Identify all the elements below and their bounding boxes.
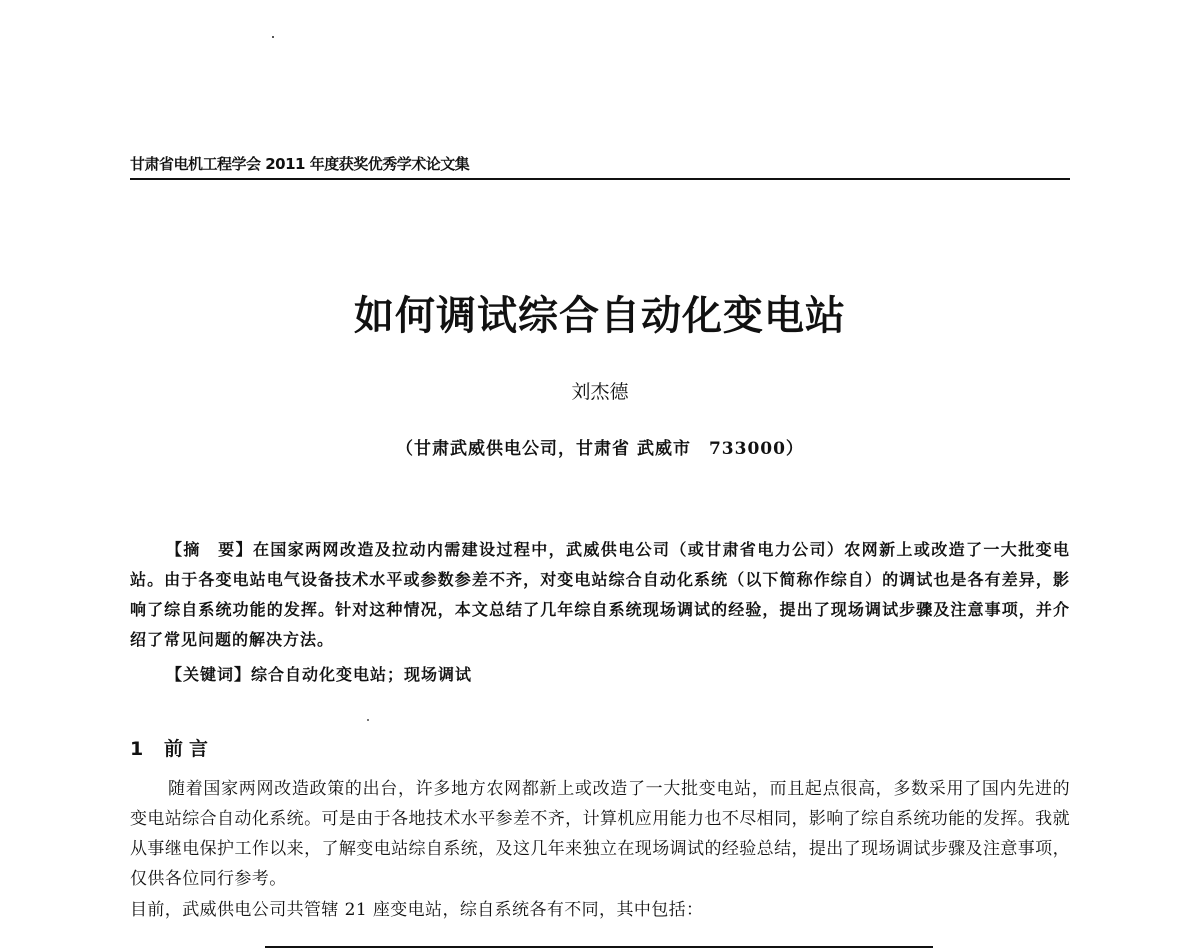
header-rule [130,178,1070,180]
paper-title: 如何调试综合自动化变电站 [354,292,846,339]
paragraph-2: 目前，武威供电公司共管辖 21 座变电站，综自系统各有不同，其中包括： [130,900,704,920]
keywords-text: 综合自动化变电站；现场调试 [251,665,473,684]
abstract [130,535,1070,655]
abstract-text: 在国家两网改造及拉动内需建设过程中，武威供电公司（或甘肃省电力公司）农网新上或改造了一大批变电站。由于各变电站电气设备技术水平或参数参差不齐，对变电站综合自动化系统（以下简称作综自）的调试也是各有差异，影响了综自系统功能的发挥。针对这种情况，本文总结了几年综自系统现场调试的经验，提出了现场调试步骤及注意事项，并介绍了常见问题的解决方法。 [130,540,1070,649]
table-top-rule [265,946,933,948]
affiliation: （甘肃武威供电公司，甘肃省 武威市 733000） [396,439,804,459]
section-number: 1 [130,738,144,760]
abstract-label: 【摘 要】 [166,540,253,559]
section-title: 前言 [164,738,215,760]
scan-speck [272,36,274,38]
body-paragraph [130,774,1070,894]
keywords-label: 【关键词】 [166,665,252,684]
keywords [166,661,1066,689]
scan-speck [367,719,369,721]
paragraph-1: 随着国家两网改造政策的出台，许多地方农网都新上或改造了一大批变电站，而且起点很高，多数采用了国内先进的变电站综合自动化系统。可是由于各地技术水平参差不齐，计算机应用能力也不尽相同，影响了综自系统功能的发挥。我就从事继电保护工作以来，了解变电站综自系统，及这几年来独立在现场调试的经验总结，提出了现场调试步骤及注意事项，仅供各位同行参考。 [130,779,1070,889]
section-heading [130,735,530,763]
author: 刘杰德 [571,381,629,403]
running-header: 甘肃省电机工程学会 2011 年度获奖优秀学术论文集 [130,155,470,173]
